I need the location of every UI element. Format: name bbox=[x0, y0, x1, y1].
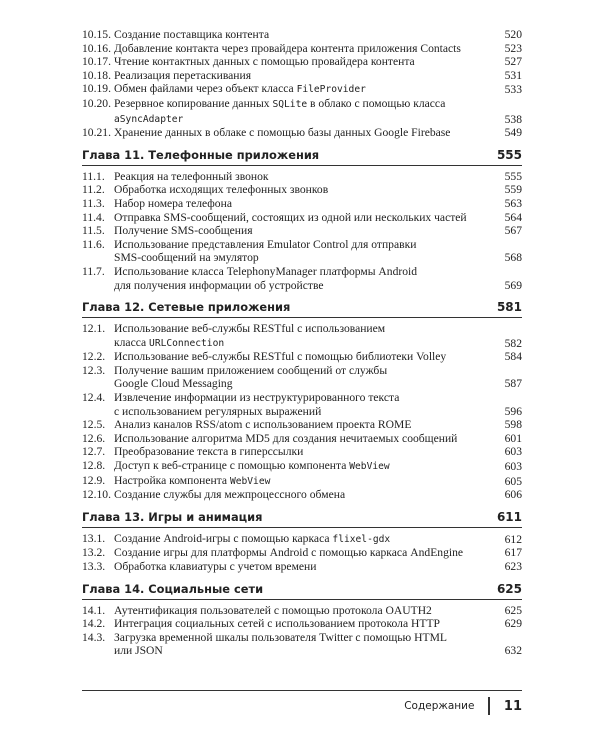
entry-number: 13.1. bbox=[82, 531, 106, 545]
chapter-page: 611 bbox=[496, 509, 522, 524]
entry-title-line: Использование класса TelephonyManager платформы Android bbox=[114, 264, 418, 278]
entry-number: 10.17. bbox=[82, 55, 111, 69]
entry-number: 11.5. bbox=[82, 224, 105, 238]
entry-page: 625 bbox=[504, 603, 522, 617]
toc-entry[interactable] bbox=[82, 42, 522, 56]
page-number: 11 bbox=[503, 698, 522, 714]
entry-title-line: Создание поставщика контента bbox=[114, 28, 270, 41]
entry-page: 531 bbox=[504, 68, 522, 82]
entry-title-line: Обработка исходящих телефонных звонков bbox=[114, 183, 329, 197]
entry-number: 14.3. bbox=[82, 630, 106, 644]
toc-entry[interactable] bbox=[82, 224, 522, 238]
entry-title-line: Создание службы для межпроцессного обмена bbox=[114, 488, 346, 502]
chapter-14-heading[interactable] bbox=[82, 582, 522, 600]
entry-number: 12.7. bbox=[82, 445, 106, 459]
entry-number: 13.2. bbox=[82, 546, 106, 560]
entry-page: 623 bbox=[504, 560, 522, 573]
footer-divider bbox=[488, 697, 490, 715]
entry-page: 564 bbox=[504, 210, 522, 224]
running-header: Содержание bbox=[404, 700, 475, 712]
entry-title-line: Реакция на телефонный звонок bbox=[114, 169, 269, 183]
entry-number: 11.6. bbox=[82, 237, 105, 251]
entry-number: 10.15. bbox=[82, 28, 111, 41]
toc-entry[interactable] bbox=[82, 28, 522, 42]
entry-page: 629 bbox=[504, 617, 522, 631]
entry-page: 605 bbox=[504, 474, 522, 488]
entry-title-line: Извлечение информации из неструктурированного текста bbox=[114, 391, 400, 405]
entry-title-line: Добавление контакта через провайдера контента приложения Contacts bbox=[114, 41, 461, 55]
entry-number: 11.1. bbox=[82, 169, 105, 183]
chapter-title: Глава 14. Социальные сети bbox=[82, 581, 264, 596]
toc-entry[interactable] bbox=[82, 532, 522, 547]
chapter-title: Глава 12. Сетевые приложения bbox=[82, 300, 291, 315]
entry-number: 10.21. bbox=[82, 126, 111, 140]
entry-number: 12.5. bbox=[82, 418, 106, 432]
entry-page: 617 bbox=[504, 546, 522, 560]
entry-page: 567 bbox=[504, 224, 522, 238]
entry-page: 632 bbox=[504, 644, 522, 658]
entry-page: 603 bbox=[504, 445, 522, 459]
entry-title-line: Чтение контактных данных с помощью провайдера контента bbox=[114, 55, 415, 69]
entry-number: 14.1. bbox=[82, 603, 106, 617]
entry-page: 559 bbox=[504, 183, 522, 197]
toc-entry[interactable] bbox=[82, 418, 522, 432]
toc-entry[interactable] bbox=[82, 55, 522, 69]
entry-page: 582 bbox=[504, 336, 522, 350]
chapter-page: 625 bbox=[496, 581, 522, 596]
entry-number: 12.8. bbox=[82, 459, 106, 473]
entry-number: 11.7. bbox=[82, 264, 105, 278]
entry-page: 603 bbox=[504, 460, 522, 474]
toc-entry[interactable] bbox=[82, 350, 522, 364]
toc-entry[interactable] bbox=[82, 97, 522, 126]
entry-number: 13.3. bbox=[82, 560, 106, 573]
toc-entry[interactable] bbox=[82, 474, 522, 489]
toc-entry[interactable] bbox=[82, 631, 522, 658]
entry-page: 606 bbox=[504, 488, 522, 502]
toc-entry[interactable] bbox=[82, 604, 522, 618]
entry-title-line: Набор номера телефона bbox=[114, 196, 232, 210]
chapter-title: Глава 11. Телефонные приложения bbox=[82, 147, 320, 162]
entry-page: 598 bbox=[504, 418, 522, 432]
entry-number: 11.2. bbox=[82, 183, 105, 197]
table-of-contents bbox=[82, 28, 522, 658]
entry-page: 520 bbox=[504, 28, 522, 41]
toc-entry[interactable] bbox=[82, 183, 522, 197]
entry-title-line: Создание Android-игры с помощью каркаса flixel-gdx bbox=[114, 531, 391, 545]
toc-block-14 bbox=[82, 604, 522, 658]
entry-page: 601 bbox=[504, 431, 522, 445]
entry-title-line: Загрузка временной шкалы пользователя Twitter с помощью HTML bbox=[114, 630, 447, 644]
entry-page: 538 bbox=[504, 112, 522, 126]
toc-entry[interactable] bbox=[82, 69, 522, 83]
toc-entry[interactable] bbox=[82, 364, 522, 391]
entry-title-line: Использование представления Emulator Control для отправки bbox=[114, 237, 417, 251]
chapter-11-heading[interactable] bbox=[82, 148, 522, 166]
toc-entry[interactable] bbox=[82, 211, 522, 225]
toc-entry[interactable] bbox=[82, 82, 522, 97]
entry-title-line: класса URLConnection bbox=[114, 335, 225, 349]
toc-entry[interactable] bbox=[82, 238, 522, 265]
toc-entry[interactable] bbox=[82, 126, 522, 140]
entry-number: 12.3. bbox=[82, 363, 106, 377]
entry-page: 584 bbox=[504, 350, 522, 364]
entry-number: 11.4. bbox=[82, 210, 105, 224]
entry-page: 596 bbox=[504, 404, 522, 418]
toc-entry[interactable] bbox=[82, 617, 522, 631]
entry-title-line: для получения информации об устройстве bbox=[114, 278, 324, 292]
toc-entry[interactable] bbox=[82, 391, 522, 418]
entry-title-line: Отправка SMS-сообщений, состоящих из одной или нескольких частей bbox=[114, 210, 467, 224]
entry-title-line: Использование алгоритма MD5 для создания нечитаемых сообщений bbox=[114, 431, 458, 445]
entry-title-line: Аутентификация пользователей с помощью протокола OAUTH2 bbox=[114, 603, 432, 617]
entry-title-line: Настройка компонента WebView bbox=[114, 473, 271, 487]
toc-entry[interactable] bbox=[82, 197, 522, 211]
entry-number: 14.2. bbox=[82, 617, 106, 631]
toc-block-10 bbox=[82, 28, 522, 140]
toc-entry[interactable] bbox=[82, 488, 522, 502]
entry-number: 10.19. bbox=[82, 82, 111, 96]
entry-title-line: Использование веб-службы RESTful с помощью библиотеки Volley bbox=[114, 350, 447, 364]
entry-page: 612 bbox=[504, 532, 522, 546]
entry-number: 10.18. bbox=[82, 68, 111, 82]
entry-title-line: или JSON bbox=[114, 644, 163, 658]
toc-entry[interactable] bbox=[82, 560, 522, 574]
entry-page: 533 bbox=[504, 83, 522, 97]
chapter-title: Глава 13. Игры и анимация bbox=[82, 509, 263, 524]
entry-title-line: Хранение данных в облаке с помощью базы данных Google Firebase bbox=[114, 126, 451, 140]
toc-block-11 bbox=[82, 170, 522, 292]
toc-entry[interactable] bbox=[82, 445, 522, 459]
entry-number: 11.3. bbox=[82, 196, 105, 210]
entry-title-line: Реализация перетаскивания bbox=[114, 68, 252, 82]
entry-page: 523 bbox=[504, 41, 522, 55]
toc-entry[interactable] bbox=[82, 265, 522, 292]
entry-title-line: Доступ к веб-странице с помощью компонента WebView bbox=[114, 459, 390, 473]
entry-number: 10.20. bbox=[82, 96, 111, 110]
entry-title-line: Преобразование текста в гиперссылки bbox=[114, 445, 304, 459]
toc-entry[interactable] bbox=[82, 546, 522, 560]
entry-page: 563 bbox=[504, 196, 522, 210]
entry-page: 568 bbox=[504, 251, 522, 265]
page-footer bbox=[82, 690, 522, 714]
entry-title-line: Получение вашим приложением сообщений от службы bbox=[114, 363, 388, 377]
toc-entry[interactable] bbox=[82, 459, 522, 474]
toc-block-13 bbox=[82, 532, 522, 574]
entry-title-line: Резервное копирование данных SQLite в облако с помощью класса bbox=[114, 96, 446, 110]
entry-title-line: Обмен файлами через объект класса FileProvider bbox=[114, 82, 366, 96]
toc-entry[interactable] bbox=[82, 432, 522, 446]
entry-title-line: Интеграция социальных сетей с использованием протокола HTTP bbox=[114, 617, 440, 631]
entry-title-line: aSyncAdapter bbox=[114, 113, 184, 125]
chapter-12-heading[interactable] bbox=[82, 300, 522, 318]
entry-number: 12.10. bbox=[82, 488, 111, 502]
entry-page: 555 bbox=[504, 169, 522, 183]
entry-title-line: Использование веб-службы RESTful с использованием bbox=[114, 322, 386, 336]
entry-number: 10.16. bbox=[82, 41, 111, 55]
entry-title-line: SMS-сообщений на эмулятор bbox=[114, 251, 259, 265]
chapter-13-heading[interactable] bbox=[82, 510, 522, 528]
entry-number: 12.4. bbox=[82, 391, 106, 405]
entry-number: 12.6. bbox=[82, 431, 106, 445]
entry-page: 549 bbox=[504, 126, 522, 140]
toc-block-12 bbox=[82, 322, 522, 502]
entry-page: 587 bbox=[504, 377, 522, 391]
entry-title-line: Google Cloud Messaging bbox=[114, 377, 233, 391]
toc-entry[interactable] bbox=[82, 170, 522, 184]
toc-entry[interactable] bbox=[82, 322, 522, 350]
chapter-page: 581 bbox=[496, 300, 522, 315]
entry-title-line: с использованием регулярных выражений bbox=[114, 404, 322, 418]
entry-page: 527 bbox=[504, 55, 522, 69]
entry-number: 12.2. bbox=[82, 350, 106, 364]
entry-title-line: Создание игры для платформы Android с помощью каркаса AndEngine bbox=[114, 546, 464, 560]
entry-number: 12.1. bbox=[82, 322, 106, 336]
entry-title-line: Обработка клавиатуры с учетом времени bbox=[114, 560, 317, 573]
entry-page: 569 bbox=[504, 278, 522, 292]
entry-number: 12.9. bbox=[82, 473, 106, 487]
chapter-page: 555 bbox=[496, 147, 522, 162]
entry-title-line: Получение SMS-сообщения bbox=[114, 224, 253, 238]
entry-title-line: Анализ каналов RSS/atom с использованием проекта ROME bbox=[114, 418, 412, 432]
